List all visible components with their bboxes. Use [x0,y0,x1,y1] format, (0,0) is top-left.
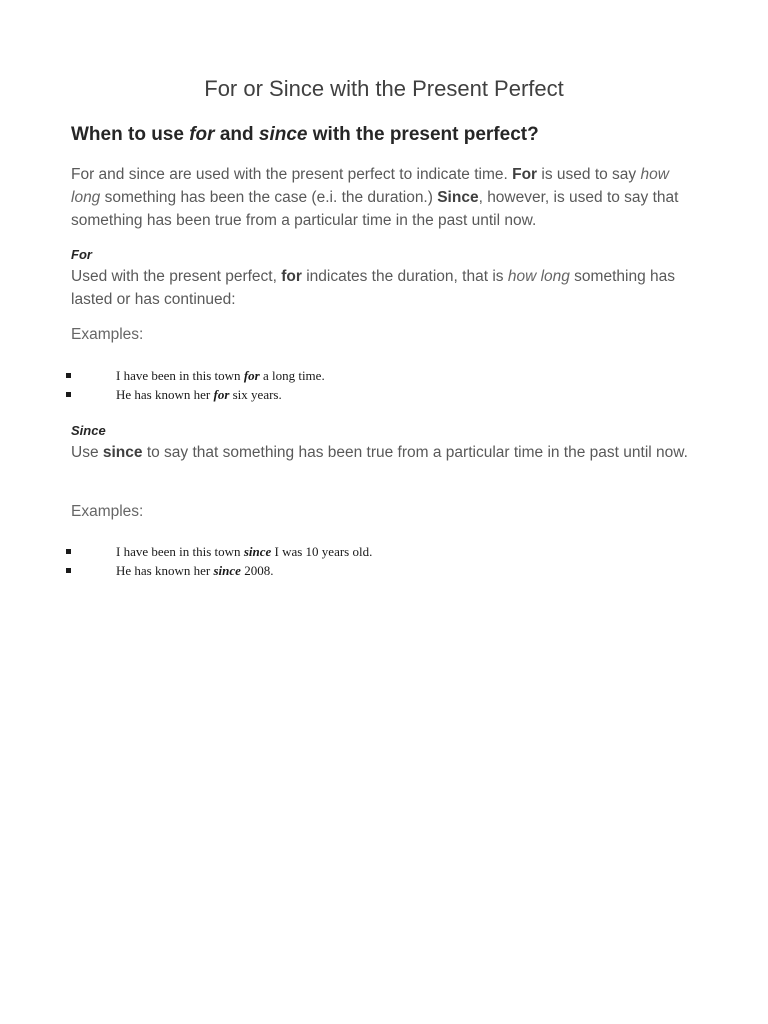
bullet-icon [66,549,71,554]
since-text-1: Use [71,444,103,461]
heading-text-post: with the present perfect? [307,124,539,145]
for-bold: for [281,268,302,285]
list-item [64,542,664,561]
for-text-2: indicates the duration, that is [301,268,508,285]
example-keyword: for [213,387,230,402]
example-keyword: since [243,544,272,559]
list-item [64,385,664,404]
heading-for-word: for [189,124,215,145]
example-keyword: since [213,563,241,578]
heading-text-mid: and [214,124,259,145]
intro-for-bold: For [512,166,538,183]
intro-paragraph [71,163,701,232]
for-examples-list [64,366,664,404]
example-text-post: 2008. [240,563,274,578]
list-item [64,366,664,385]
since-examples-list [64,542,664,580]
example-text-pre: He has known her [116,387,214,402]
since-subheading: Since [71,423,106,438]
section-heading [71,124,711,146]
example-text-post: a long time. [259,368,325,383]
since-examples-label: Examples: [71,503,144,520]
intro-since-bold: Since [437,189,479,206]
example-text-pre: He has known her [116,563,214,578]
example-keyword: for [243,368,260,383]
for-text-3: something has lasted or has continued: [71,268,675,308]
intro-text-2: is used to say [537,166,641,183]
intro-text-3: something has been the case (e.i. the duration.) [100,189,438,206]
list-item [64,561,664,580]
heading-text-pre: When to use [71,124,190,145]
since-paragraph [71,441,701,464]
bullet-icon [66,392,71,397]
for-paragraph [71,265,701,311]
since-bold: since [102,444,143,461]
for-text-1: Used with the present perfect, [71,268,282,285]
example-text-pre: I have been in this town [116,544,244,559]
example-text-pre: I have been in this town [116,368,244,383]
document-title: For or Since with the Present Perfect [204,76,564,101]
intro-text-1: For and since are used with the present perfect to indicate time. [71,166,513,183]
for-examples-label: Examples: [71,326,144,343]
since-text-2: to say that something has been true from a particular time in the past until now. [142,444,688,461]
heading-since-word: since [258,124,308,145]
for-how-long: how long [507,268,570,285]
bullet-icon [66,373,71,378]
intro-text-4: , however, is used to say that something has been true from a particular time in the past until now. [71,189,679,229]
bullet-icon [66,568,71,573]
intro-how-long: how long [71,166,669,206]
example-text-post: I was 10 years old. [271,544,373,559]
for-subheading: For [71,247,92,262]
example-text-post: six years. [229,387,282,402]
